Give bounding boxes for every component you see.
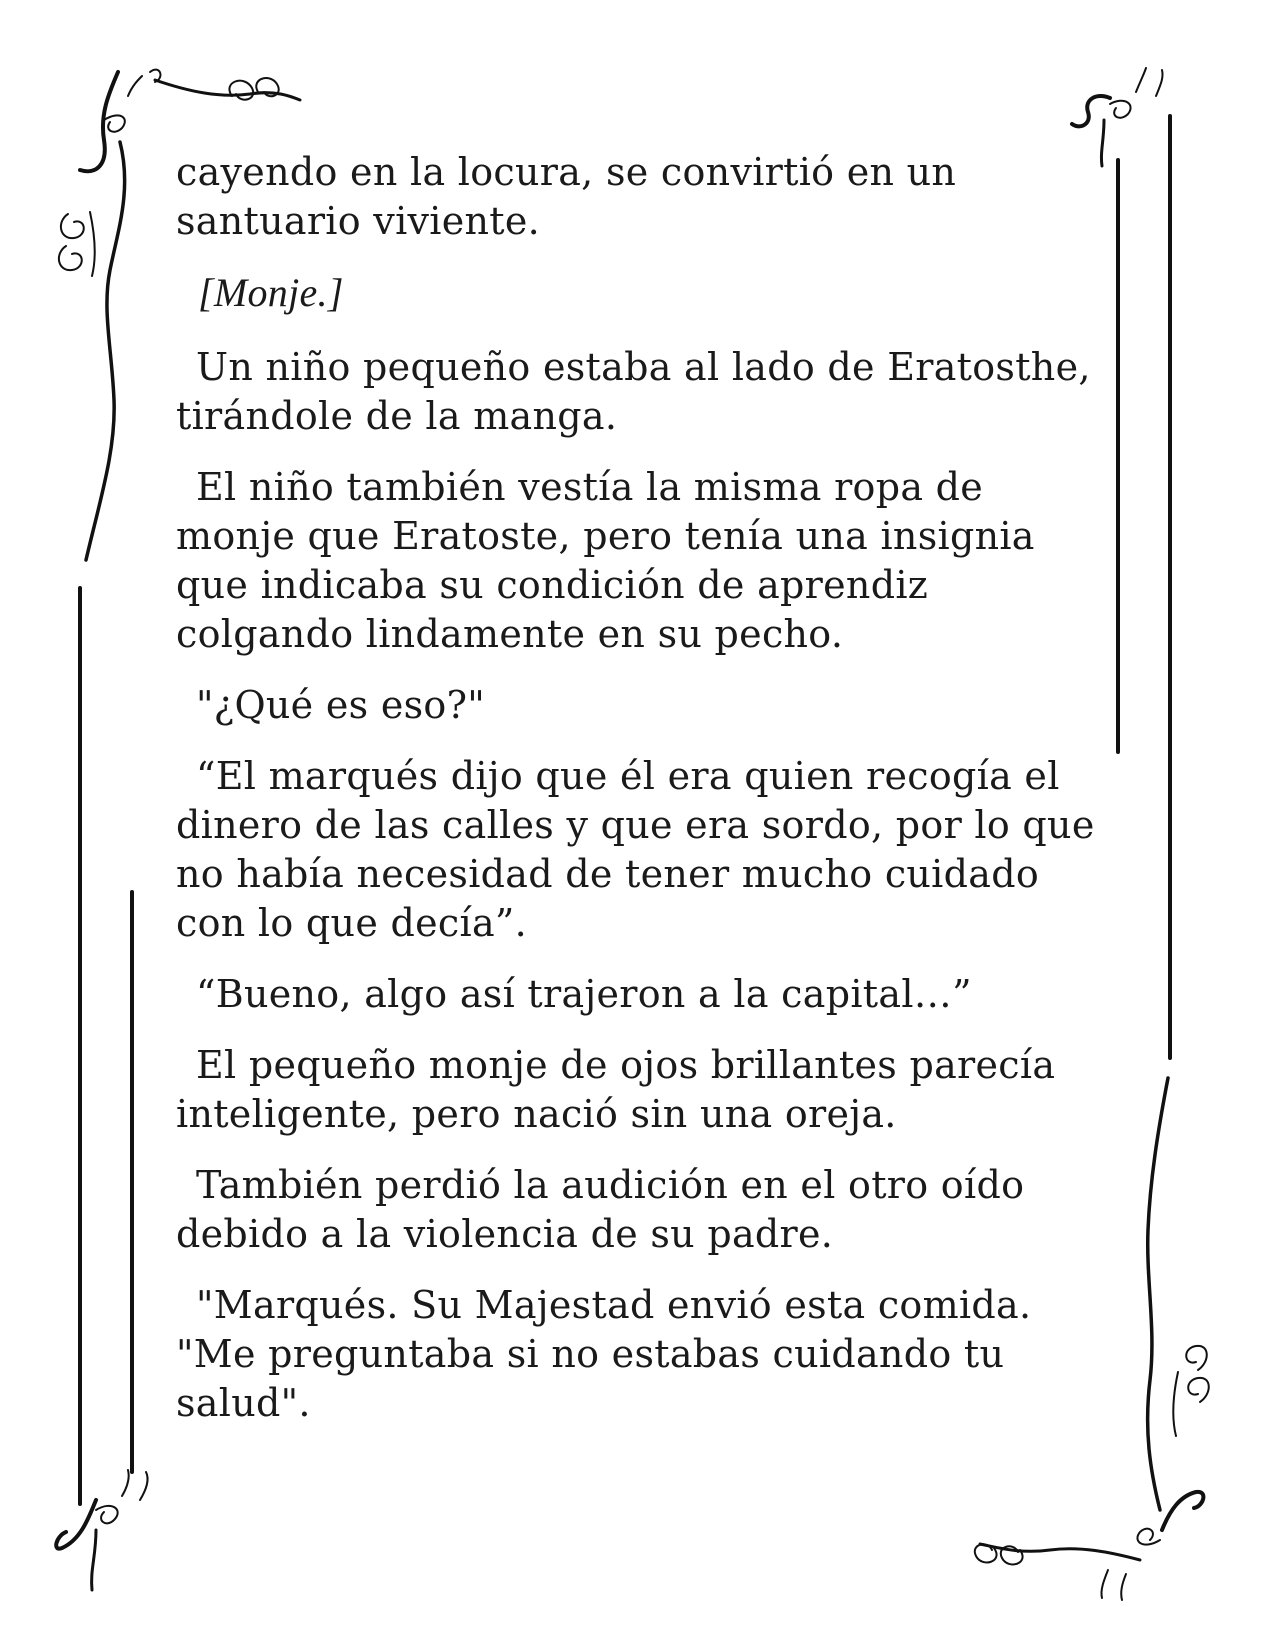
paragraph-4: "¿Qué es eso?" (196, 683, 486, 727)
paragraph-9: "Marqués. Su Majestad envió esta comida. "Me preguntaba si no estabas cuidando tu salud". (176, 1283, 1032, 1425)
paragraph-3: El niño también vestía la misma ropa de monje que Eratoste, pero tenía una insignia que indicaba su condición de aprendiz colgando lindamente en su pecho. (176, 465, 1035, 656)
paragraph-7: El pequeño monje de ojos brillantes parecía inteligente, pero nació sin una oreja. (176, 1043, 1056, 1136)
bottom-left-flourish-icon (56, 1470, 147, 1590)
story-text (176, 148, 1096, 1450)
paragraph-8: También perdió la audición en el otro oído debido a la violencia de su padre. (176, 1163, 1025, 1256)
section-heading: [Monje.] (198, 270, 344, 315)
paragraph-6: “Bueno, algo así trajeron a la capital…” (196, 972, 972, 1016)
paragraph-5: “El marqués dijo que él era quien recogía el dinero de las calles y que era sordo, por lo que no había necesidad de tener mucho cuidado con lo que decía”. (176, 754, 1095, 945)
paragraph-2: Un niño pequeño estaba al lado de Eratosthe, tirándole de la manga. (176, 345, 1091, 438)
paragraph-1: cayendo en la locura, se convirtió en un santuario viviente. (176, 150, 957, 243)
